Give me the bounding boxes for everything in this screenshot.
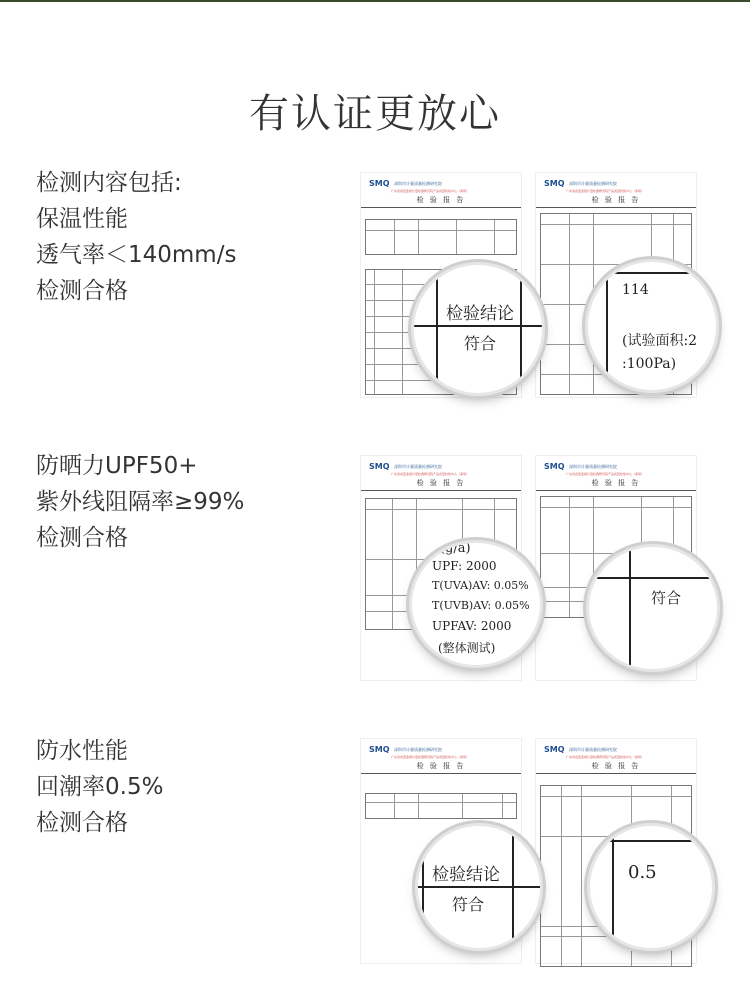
magnifier-conclusion-3: [418, 826, 540, 948]
upf-av-value: UPFAV: 2000: [432, 619, 512, 633]
section-1-line-2: 保温性能: [36, 206, 128, 232]
section-2-line-1: 防晒力UPF50+: [36, 453, 198, 479]
conclusion-value: 符合: [651, 589, 682, 607]
section-2-text: [36, 448, 244, 556]
institute-name: 深圳市计量质量检测研究院: [569, 181, 617, 186]
magnifier-upf: [412, 543, 540, 665]
section-3-line-2: 回潮率0.5%: [36, 774, 164, 800]
report-heading: 检 验 报 告: [416, 196, 466, 204]
uvb-value: T(UVB)AV: 0.05%: [432, 599, 530, 612]
conclusion-value: 符合: [464, 334, 497, 353]
top-border: [0, 0, 750, 2]
section-3-text: [36, 733, 163, 841]
magnifier-moisture: [590, 826, 712, 948]
upf-test-note: (整体测试): [438, 641, 496, 655]
conclusion-value: 符合: [452, 895, 485, 914]
institute-name: 深圳市计量质量检测研究院: [394, 747, 442, 752]
perm-note-2: :100Pa): [622, 356, 677, 372]
report-heading: 检 验 报 告: [416, 479, 466, 487]
smq-logo: SMQ: [369, 745, 390, 754]
conclusion-header: 检验结论: [446, 304, 514, 324]
smq-logo: SMQ: [369, 462, 390, 471]
upf-unit: (g/a): [440, 543, 471, 556]
report-heading: 检 验 报 告: [591, 762, 641, 770]
section-3-line-3: 检测合格: [36, 810, 128, 836]
smq-logo: SMQ: [544, 745, 565, 754]
institute-name: 深圳市计量质量检测研究院: [394, 464, 442, 469]
report-heading: 检 验 报 告: [591, 196, 641, 204]
section-1-line-1: 检测内容包括:: [36, 170, 182, 196]
magnifier-conclusion-1: [414, 265, 542, 393]
institute-sub: 广东省质量监督计量检测研究院产品质量检验中心（深圳）: [391, 472, 470, 476]
institute-sub: 广东省质量监督计量检测研究院产品质量检验中心（深圳）: [566, 189, 645, 193]
magnifier-permeability: [588, 262, 716, 390]
smq-logo: SMQ: [544, 179, 565, 188]
smq-logo: SMQ: [369, 179, 390, 188]
uva-value: T(UVA)AV: 0.05%: [432, 579, 529, 592]
upf-value: UPF: 2000: [432, 559, 497, 573]
institute-sub: 广东省质量监督计量检测研究院产品质量检验中心（深圳）: [566, 755, 645, 759]
smq-logo: SMQ: [544, 462, 565, 471]
report-heading: 检 验 报 告: [591, 479, 641, 487]
section-2-line-3: 检测合格: [36, 525, 128, 551]
magnifier-conclusion-2: [589, 547, 717, 669]
page-title: 有认证更放心: [249, 91, 501, 137]
perm-value: 114: [622, 282, 649, 298]
perm-note-1: (试验面积:2: [622, 333, 698, 349]
institute-sub: 广东省质量监督计量检测研究院产品质量检验中心（深圳）: [566, 472, 645, 476]
institute-sub: 广东省质量监督计量检测研究院产品质量检验中心（深圳）: [391, 755, 470, 759]
conclusion-header: 检验结论: [432, 865, 500, 885]
section-1-line-4: 检测合格: [36, 278, 128, 304]
institute-name: 深圳市计量质量检测研究院: [394, 181, 442, 186]
institute-sub: 广东省质量监督计量检测研究院产品质量检验中心（深圳）: [391, 189, 470, 193]
section-2-line-2: 紫外线阻隔率≥99%: [36, 489, 245, 515]
moisture-value: 0.5: [628, 862, 657, 883]
section-3-line-1: 防水性能: [36, 738, 128, 764]
institute-name: 深圳市计量质量检测研究院: [569, 464, 617, 469]
section-1-line-3: 透气率＜140mm/s: [36, 242, 237, 268]
institute-name: 深圳市计量质量检测研究院: [569, 747, 617, 752]
report-heading: 检 验 报 告: [416, 762, 466, 770]
section-1-text: [36, 165, 236, 309]
